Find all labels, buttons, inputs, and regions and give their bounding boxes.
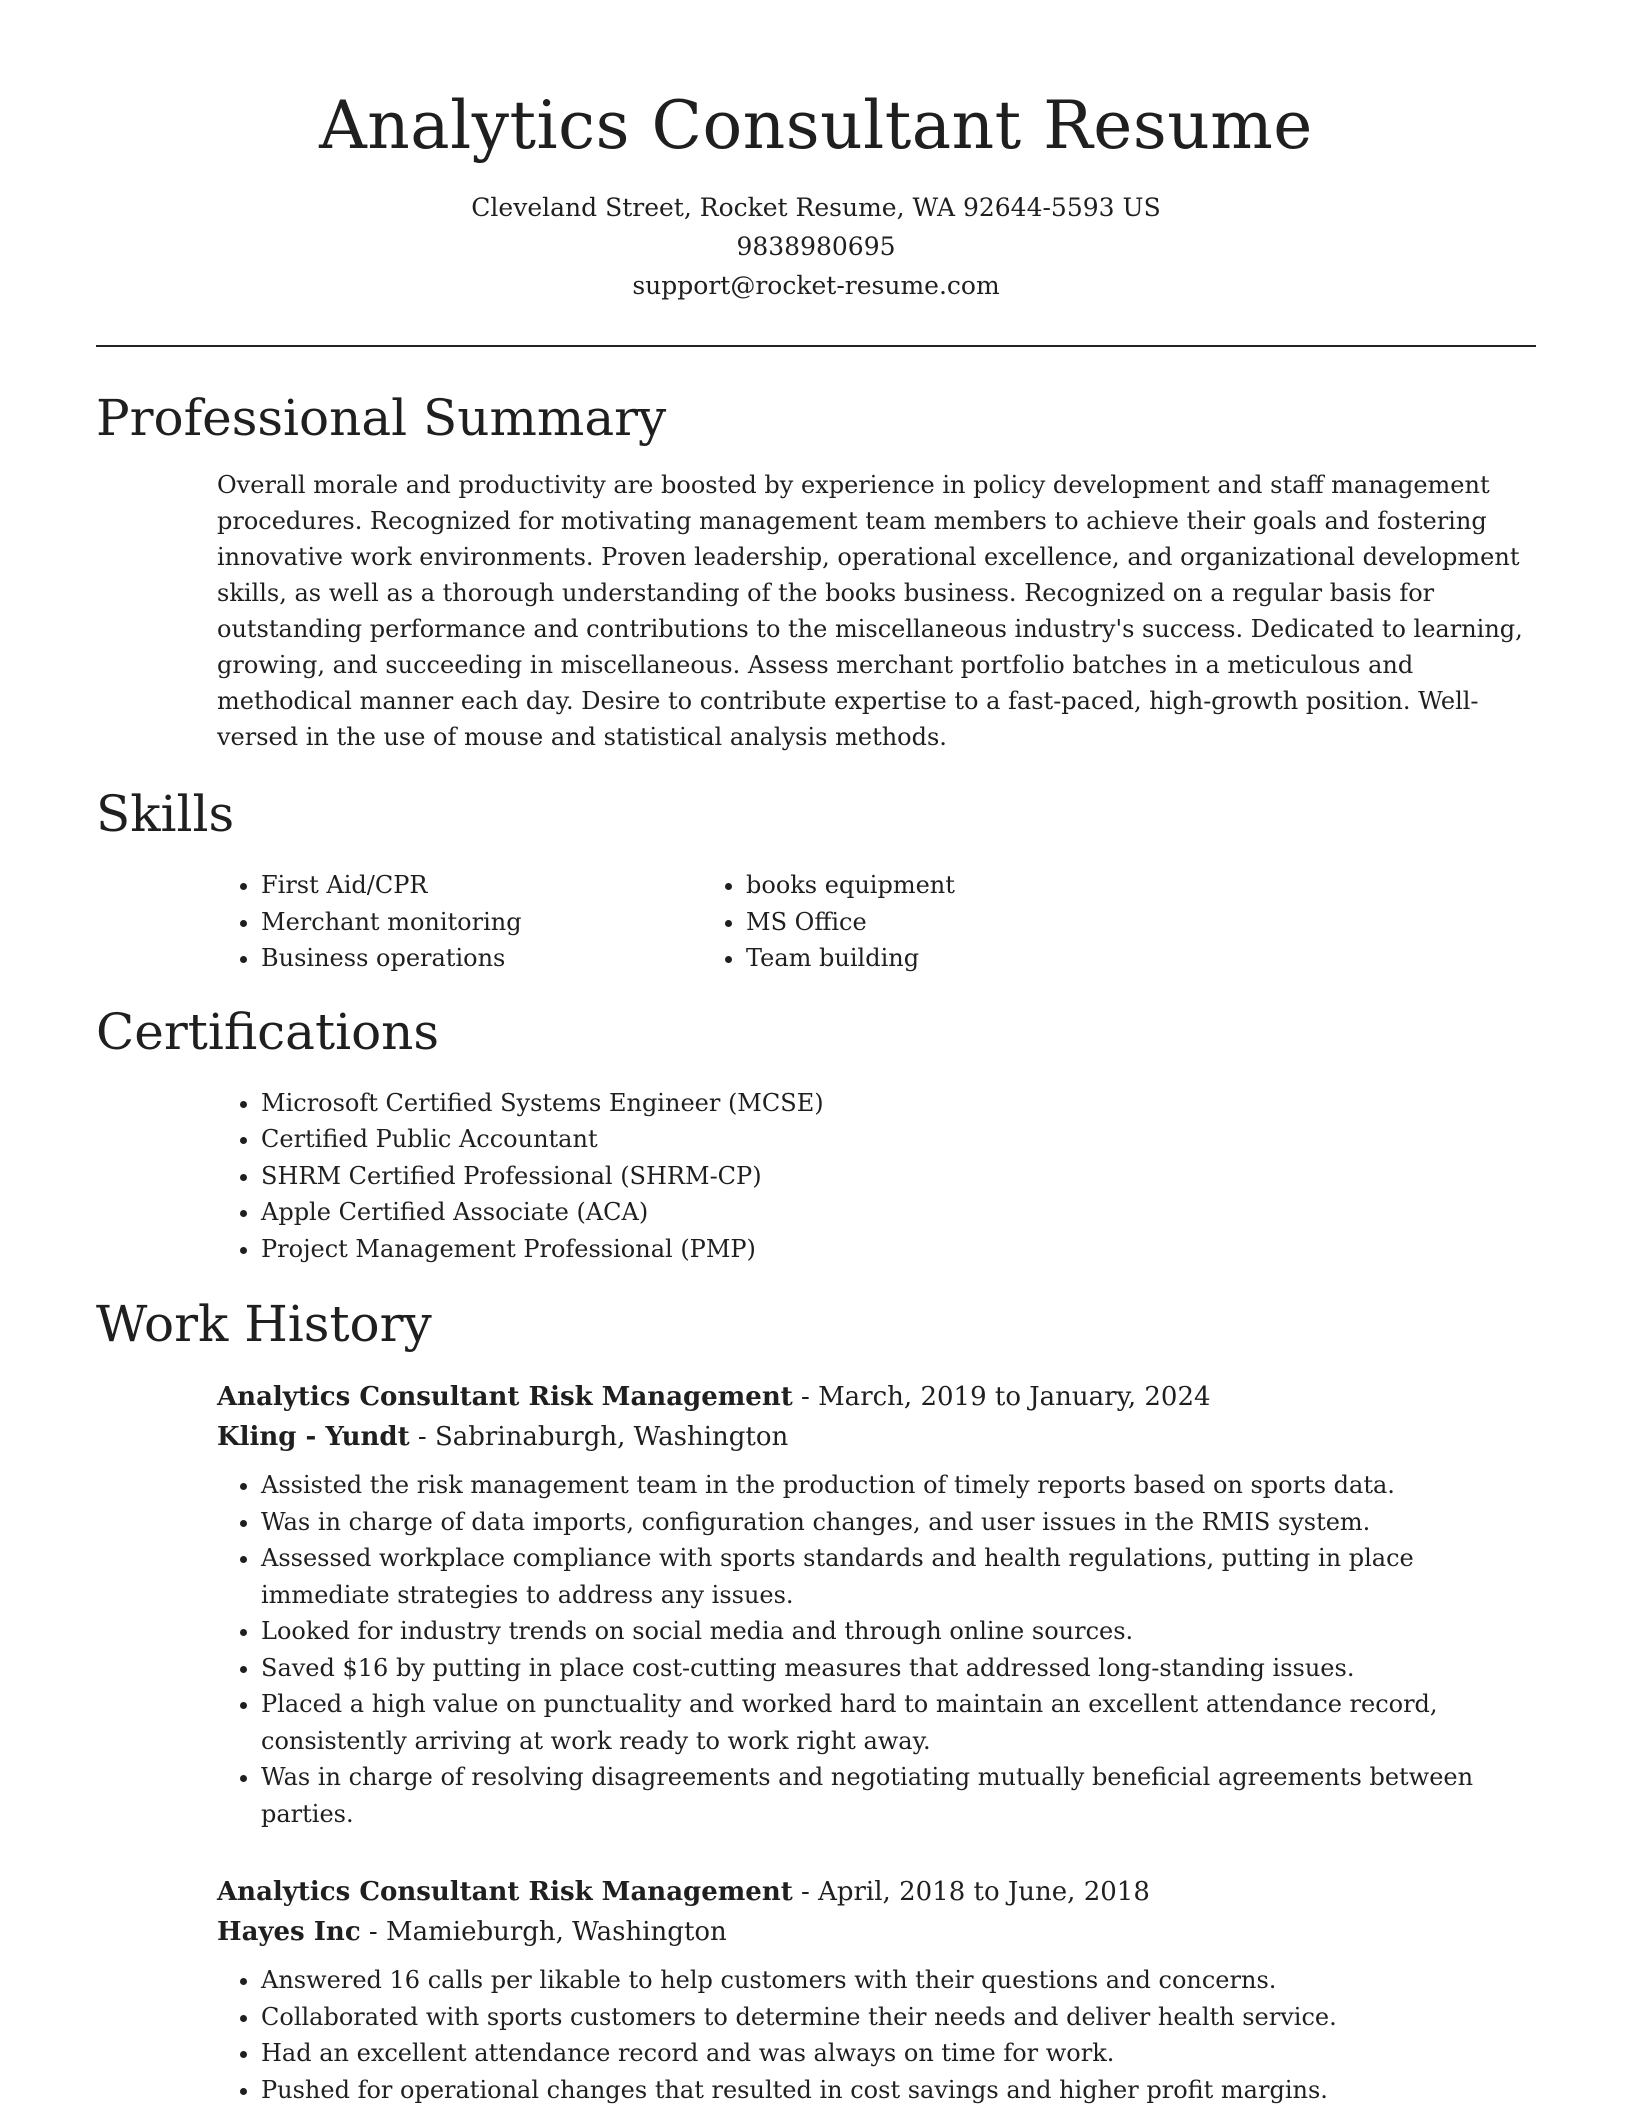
skills-columns	[96, 867, 1536, 977]
job-bullets	[96, 1467, 1536, 1832]
job-bullet: • Looked for industry trends on social media and through online sources.	[261, 1613, 1536, 1650]
resume-header	[96, 0, 1536, 305]
certification-item: • Project Management Professional (PMP)	[261, 1231, 1536, 1268]
job-company: Kling - Yundt	[217, 1422, 410, 1452]
job-title-line	[217, 1872, 1536, 1912]
header-divider	[96, 345, 1536, 347]
skills-section	[96, 783, 1536, 977]
work-history-section	[96, 1293, 1536, 2108]
summary-section	[96, 387, 1536, 755]
skill-item: • First Aid/CPR	[261, 867, 746, 904]
contact-phone: 9838980695	[736, 232, 896, 261]
summary-text: Overall morale and productivity are boosted by experience in policy development and staff management procedures. Recognized for motivating management team members to achieve their goals and fostering innovative work environments. Proven leadership, operational excellence, and organizational development skills, as well as a thorough understanding of the books business. Recognized on a regular basis for outstanding performance and contributions to the miscellaneous industry's success. Dedicated to learning, growing, and succeeding in miscellaneous. Assess merchant portfolio batches in a meticulous and methodical manner each day. Desire to contribute expertise to a fast-paced, high-growth position. Well-versed in the use of mouse and statistical analysis methods.	[217, 471, 1523, 751]
job-bullet: • Collaborated with sports customers to determine their needs and deliver health service.	[261, 1999, 1536, 2036]
job-bullet: • Pushed for operational changes that resulted in cost savings and higher profit margins.	[261, 2072, 1536, 2109]
job-bullet: • Assisted the risk management team in the production of timely reports based on sports data.	[261, 1467, 1536, 1504]
job-title: Analytics Consultant Risk Management	[217, 1877, 793, 1907]
certification-item: • SHRM Certified Professional (SHRM-CP)	[261, 1158, 1536, 1195]
certifications-heading: Certifications	[96, 1002, 440, 1061]
job-bullet: • Had an excellent attendance record and was always on time for work.	[261, 2035, 1536, 2072]
job-bullet: • Saved $16 by putting in place cost-cutting measures that addressed long-standing issues.	[261, 1650, 1536, 1687]
job-dates: - March, 2019 to January, 2024	[792, 1382, 1211, 1412]
job-location: - Sabrinaburgh, Washington	[409, 1422, 789, 1452]
certification-item: • Certified Public Accountant	[261, 1121, 1536, 1158]
summary-heading: Professional Summary	[96, 389, 667, 447]
job-bullet: • Assessed workplace compliance with sports standards and health regulations, putting in place immediate strategies to address any issues.	[261, 1540, 1536, 1613]
certification-item: • Apple Certified Associate (ACA)	[261, 1194, 1536, 1231]
job-bullet: • Was in charge of resolving disagreements and negotiating mutually beneficial agreements between parties.	[261, 1759, 1536, 1832]
job-location: - Mamieburgh, Washington	[360, 1917, 727, 1947]
certifications-section	[96, 1001, 1536, 1268]
skill-item: • books equipment	[746, 867, 1396, 904]
job-dates: - April, 2018 to June, 2018	[792, 1877, 1150, 1907]
job-title: Analytics Consultant Risk Management	[217, 1382, 793, 1412]
contact-info	[96, 188, 1536, 305]
skill-item: • Merchant monitoring	[261, 904, 746, 941]
skills-list-right	[746, 867, 1396, 977]
skills-heading: Skills	[96, 785, 235, 843]
job-company-line	[217, 1912, 1536, 1952]
skill-item: • Business operations	[261, 940, 746, 977]
job-company: Hayes Inc	[217, 1917, 361, 1947]
job-company-line	[217, 1417, 1536, 1457]
job-bullet: • Placed a high value on punctuality and worked hard to maintain an excellent attendance record, consistently arriving at work ready to work right away.	[261, 1686, 1536, 1759]
work-history-heading: Work History	[96, 1295, 432, 1353]
contact-address: Cleveland Street, Rocket Resume, WA 92644-5593 US	[471, 193, 1161, 222]
certifications-list	[96, 1085, 1536, 1268]
job-bullets	[96, 1962, 1536, 2108]
job-bullet: • Was in charge of data imports, configuration changes, and user issues in the RMIS system.	[261, 1504, 1536, 1541]
contact-email: support@rocket-resume.com	[632, 271, 1000, 300]
skill-item: • Team building	[746, 940, 1396, 977]
job-entry	[96, 1872, 1536, 2108]
skills-list-left	[96, 867, 746, 977]
skill-item: • MS Office	[746, 904, 1396, 941]
job-entry	[96, 1377, 1536, 1832]
certification-item: • Microsoft Certified Systems Engineer (MCSE)	[261, 1085, 1536, 1122]
resume-title: Analytics Consultant Resume	[319, 87, 1313, 164]
job-title-line	[217, 1377, 1536, 1417]
job-bullet: • Answered 16 calls per likable to help customers with their questions and concerns.	[261, 1962, 1536, 1999]
